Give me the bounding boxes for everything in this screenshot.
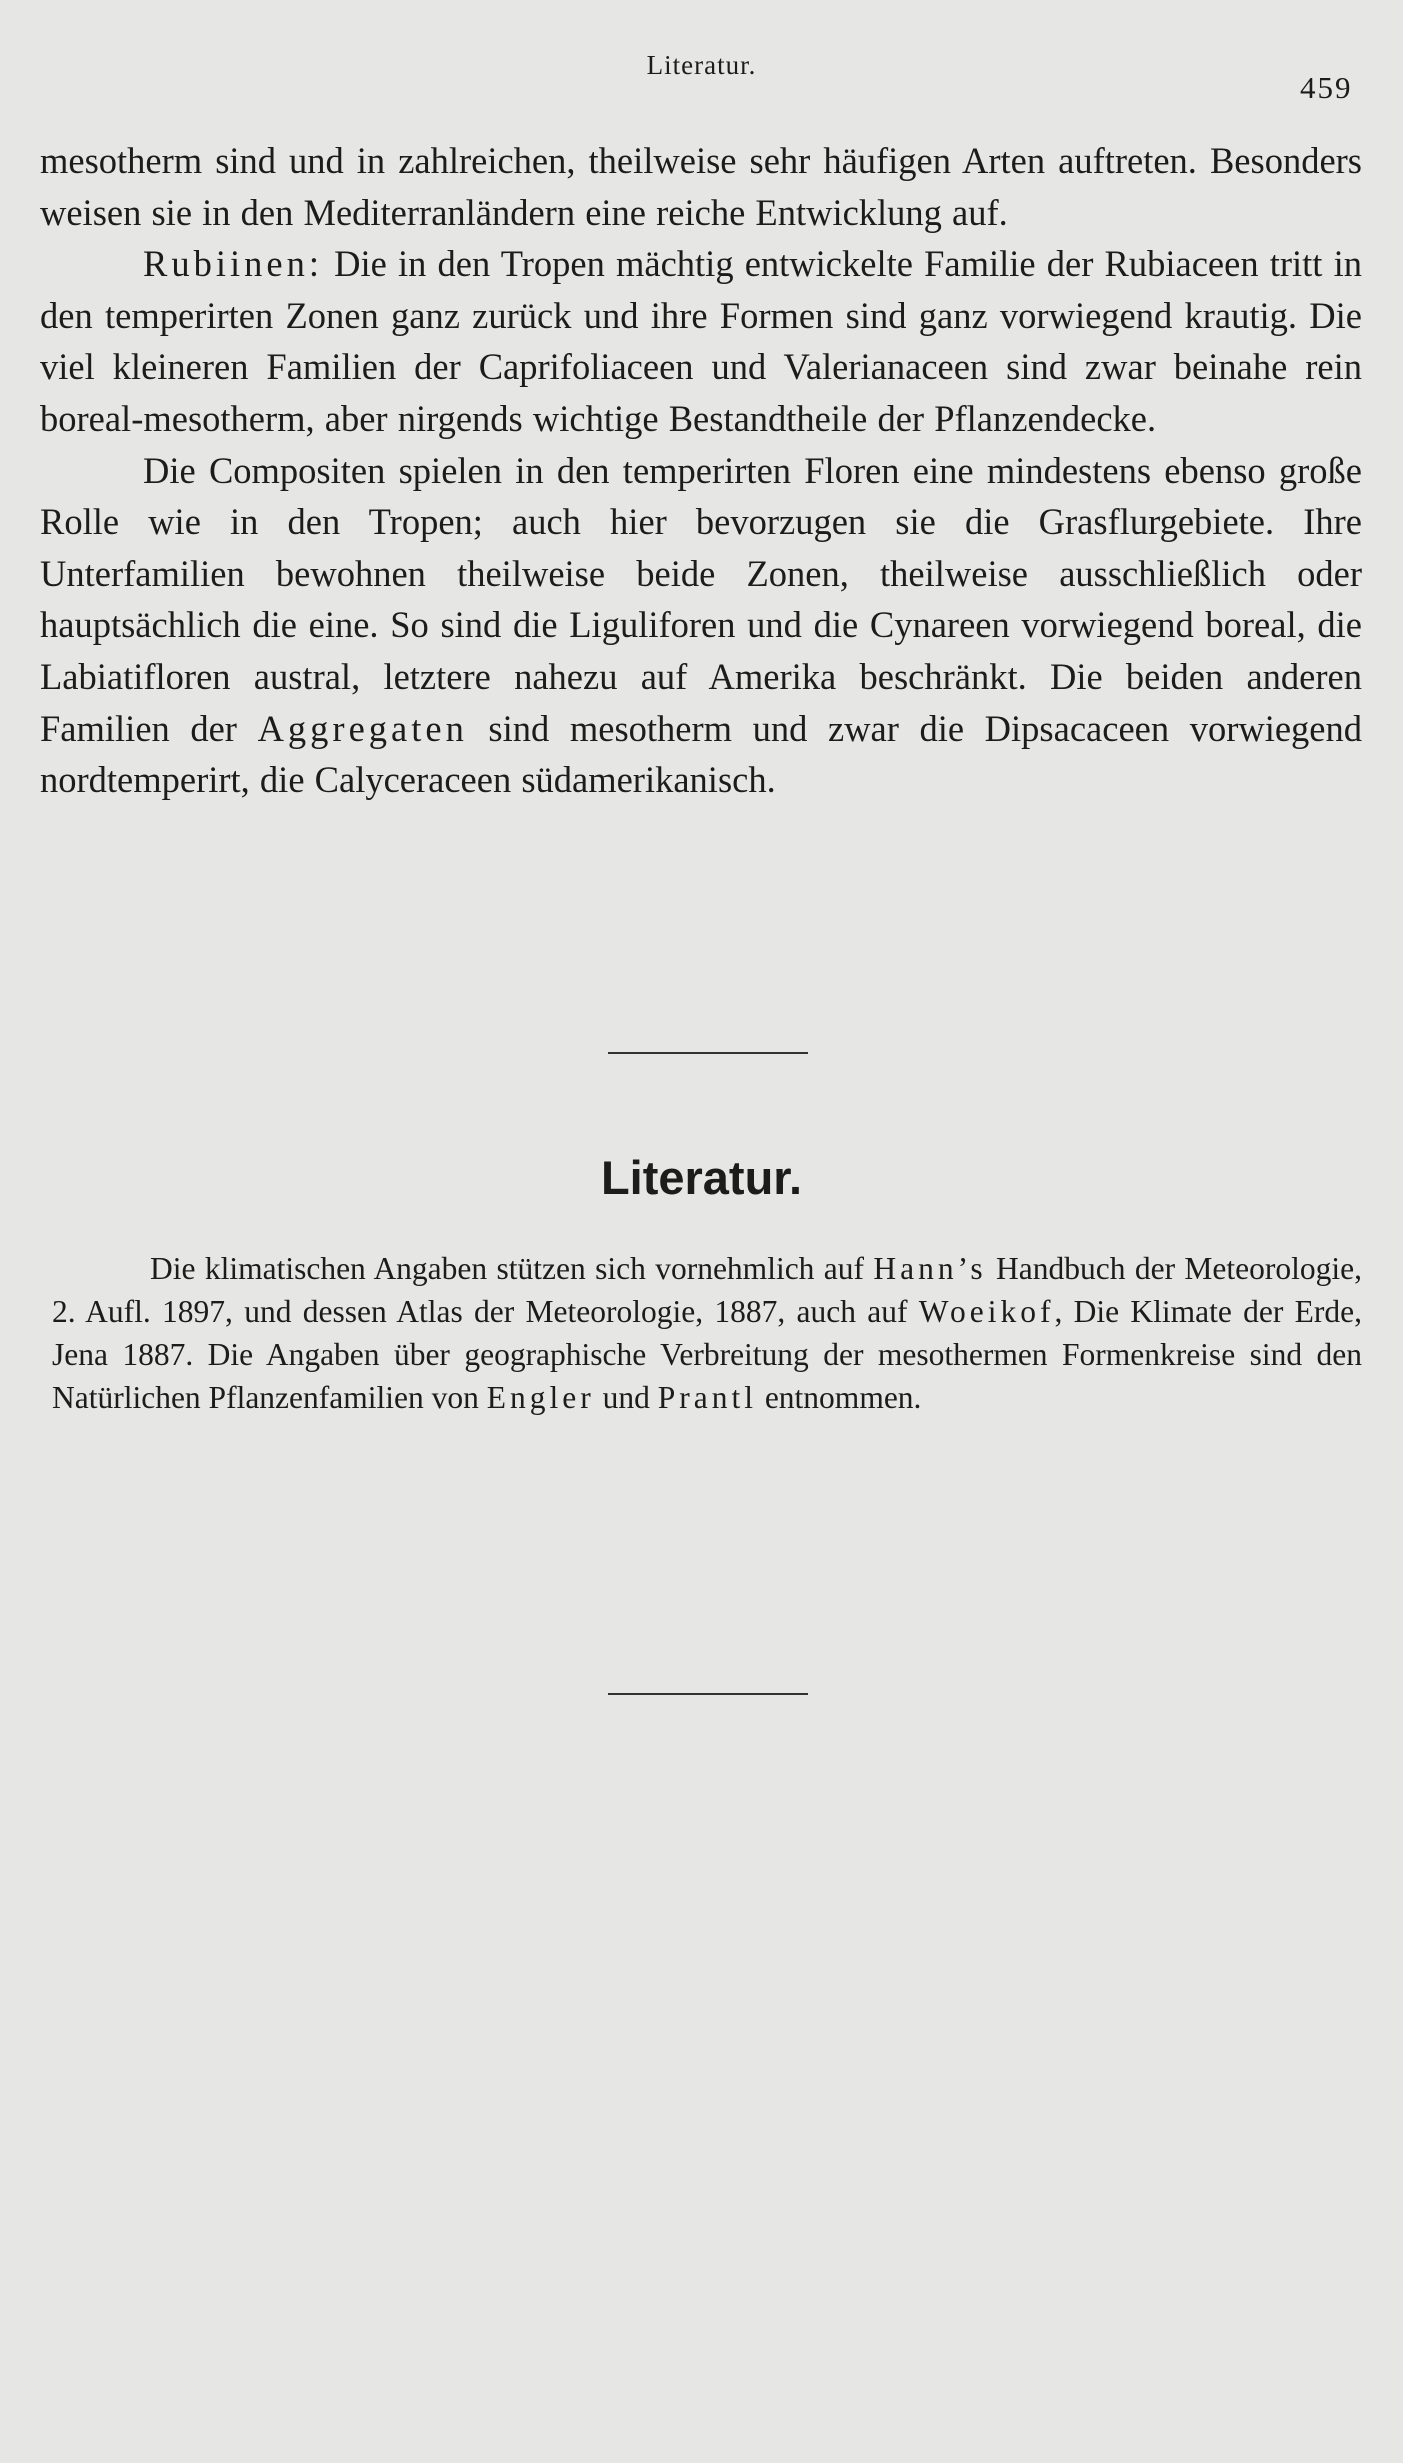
author-woeikof: Woeikof: [918, 1294, 1055, 1329]
author-engler: Engler: [486, 1380, 595, 1415]
paragraph-compositen-text-b: sind mesotherm und zwar die Dipsacaceen vorwiegend nordtemperirt, die Calyceraceen südamerikanisch.: [40, 707, 1362, 801]
term-aggregaten: Aggregaten: [257, 707, 468, 749]
paragraph-1: mesotherm sind und in zahlreichen, theilweise sehr häufigen Arten auftreten. Besonders weisen sie in den Mediterranländern eine reiche Entwicklung auf.: [40, 140, 1362, 233]
literature-text-e: entnommen.: [756, 1380, 922, 1415]
paragraph-compositen-text-a: Die Compositen spielen in den temperirten Floren eine mindestens ebenso große Rolle wie in den Tropen; auch hier bevorzugen sie die Grasflurgebiete. Ihre Unterfamilien bewohnen theilweise beide Zonen, theilweise ausschließlich oder hauptsächlich die eine. So sind die Liguliforen und die Cynareen vorwiegend boreal, die Labiatifloren austral, letztere nahezu auf Amerika beschränkt. Die beiden anderen Familien der: [40, 449, 1362, 749]
literature-text-d: und: [594, 1380, 658, 1415]
body-text: [40, 135, 1362, 806]
paragraph-rubiinen: [40, 238, 1362, 444]
section-heading: Literatur.: [600, 1151, 803, 1204]
literature-note: [52, 1247, 1362, 1419]
term-rubiinen: Rubiinen:: [143, 243, 323, 285]
running-title: Literatur.: [646, 50, 757, 80]
paragraph-compositen: [40, 445, 1362, 806]
end-divider: [608, 1693, 808, 1695]
author-hann: Hann’s: [873, 1251, 987, 1286]
literature-text-b: Handbuch der Meteorologie, 2. Aufl. 1897, und dessen Atlas der Meteorologie, 1887, auch auf: [52, 1251, 1362, 1329]
page-number: 459: [1300, 70, 1353, 105]
paragraph-rubiinen-text: Die in den Tropen mächtig entwickelte Familie der Rubiaceen tritt in den temperirten Zonen ganz zurück und ihre Formen sind ganz vorwiegend krautig. Die viel kleineren Familien der Caprifoliaceen und Valerianaceen sind zwar beinahe rein boreal-mesotherm, aber nirgends wichtige Bestandtheile der Pflanzendecke.: [40, 243, 1362, 439]
literature-paragraph: [52, 1247, 1362, 1419]
section-divider: [608, 1052, 808, 1054]
literature-text-a: Die klimatischen Angaben stützen sich vornehmlich auf: [150, 1251, 874, 1286]
literature-text-c: , Die Klimate der Erde, Jena 1887. Die Angaben über geographische Verbreitung der mesothermen Formenkreise sind den Natürlichen Pflanzenfamilien von: [52, 1294, 1362, 1415]
author-prantl: Prantl: [657, 1380, 757, 1415]
